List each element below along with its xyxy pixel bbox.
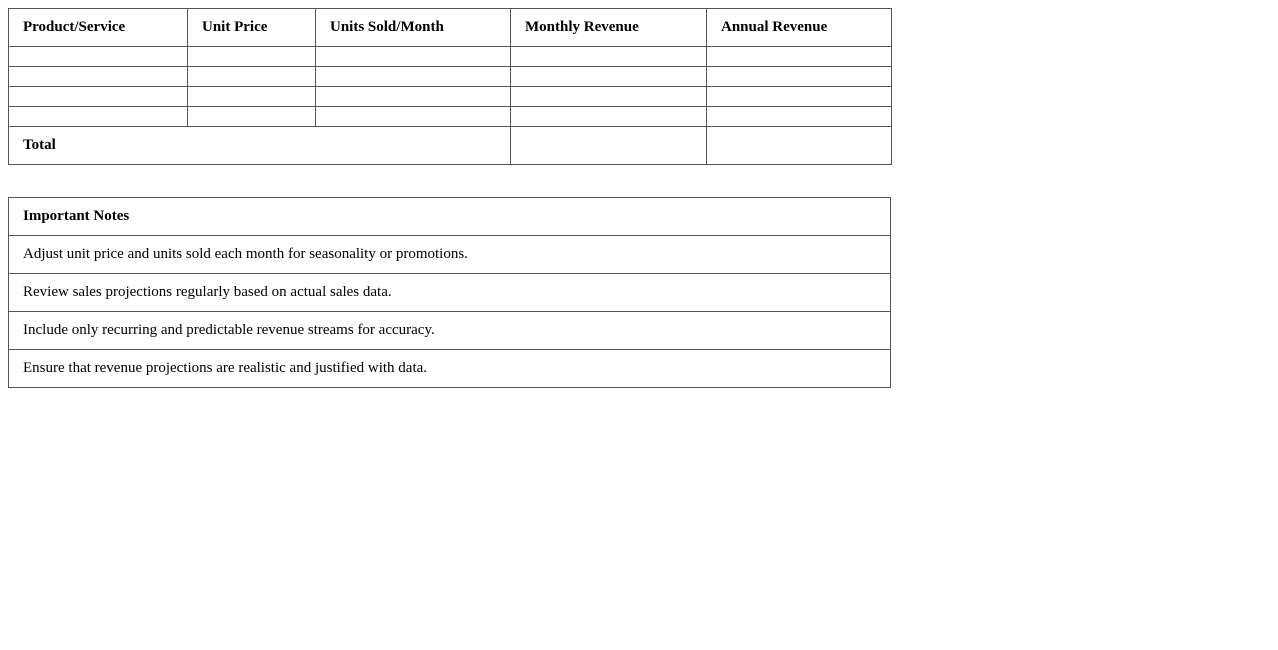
list-item bbox=[9, 312, 891, 350]
revenue-projection-table bbox=[8, 8, 892, 165]
total-monthly-revenue[interactable] bbox=[511, 127, 707, 165]
note-item: Review sales projections regularly based on actual sales data. bbox=[9, 274, 891, 312]
cell-annual-revenue[interactable] bbox=[707, 67, 892, 87]
note-item: Ensure that revenue projections are realistic and justified with data. bbox=[9, 350, 891, 388]
cell-units-sold-month[interactable] bbox=[316, 87, 511, 107]
total-label: Total bbox=[9, 127, 511, 165]
total-row bbox=[9, 127, 892, 165]
document-body bbox=[8, 8, 891, 388]
cell-monthly-revenue[interactable] bbox=[511, 47, 707, 67]
cell-unit-price[interactable] bbox=[188, 67, 316, 87]
important-notes-table bbox=[8, 197, 891, 388]
notes-header-row bbox=[9, 198, 891, 236]
cell-monthly-revenue[interactable] bbox=[511, 107, 707, 127]
cell-product-service[interactable] bbox=[9, 67, 188, 87]
cell-annual-revenue[interactable] bbox=[707, 107, 892, 127]
header-product-service: Product/Service bbox=[9, 9, 188, 47]
cell-units-sold-month[interactable] bbox=[316, 47, 511, 67]
cell-annual-revenue[interactable] bbox=[707, 87, 892, 107]
cell-units-sold-month[interactable] bbox=[316, 67, 511, 87]
note-item: Adjust unit price and units sold each month for seasonality or promotions. bbox=[9, 236, 891, 274]
note-item: Include only recurring and predictable revenue streams for accuracy. bbox=[9, 312, 891, 350]
cell-unit-price[interactable] bbox=[188, 87, 316, 107]
header-units-sold-month: Units Sold/Month bbox=[316, 9, 511, 47]
cell-monthly-revenue[interactable] bbox=[511, 87, 707, 107]
cell-product-service[interactable] bbox=[9, 47, 188, 67]
cell-units-sold-month[interactable] bbox=[316, 107, 511, 127]
list-item bbox=[9, 350, 891, 388]
total-annual-revenue[interactable] bbox=[707, 127, 892, 165]
header-annual-revenue: Annual Revenue bbox=[707, 9, 892, 47]
table-row bbox=[9, 87, 892, 107]
cell-product-service[interactable] bbox=[9, 107, 188, 127]
table-row bbox=[9, 67, 892, 87]
table-row bbox=[9, 107, 892, 127]
header-monthly-revenue: Monthly Revenue bbox=[511, 9, 707, 47]
table-row bbox=[9, 47, 892, 67]
table-header-row bbox=[9, 9, 892, 47]
list-item bbox=[9, 274, 891, 312]
notes-title: Important Notes bbox=[9, 198, 891, 236]
cell-annual-revenue[interactable] bbox=[707, 47, 892, 67]
cell-product-service[interactable] bbox=[9, 87, 188, 107]
header-unit-price: Unit Price bbox=[188, 9, 316, 47]
cell-unit-price[interactable] bbox=[188, 47, 316, 67]
cell-unit-price[interactable] bbox=[188, 107, 316, 127]
cell-monthly-revenue[interactable] bbox=[511, 67, 707, 87]
list-item bbox=[9, 236, 891, 274]
